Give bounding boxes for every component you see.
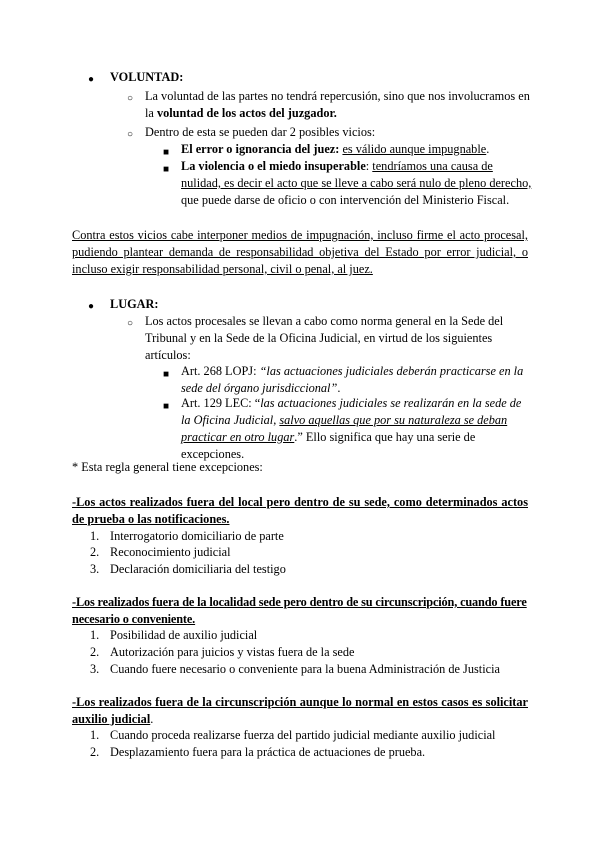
contra-paragraph: Contra estos vicios cabe interponer medios de impugnación, incluso firme el acto procesal, pudiendo plantear demanda de responsabilidad objetiva del Estado por error judicial, o incluso exigir responsabilidad personal, civil o penal, al juez.: [72, 228, 528, 276]
article-268-lopj: Art. 268 LOPJ: “las actuaciones judiciales deberán practicarse en la sede del órgano jurisdiccional”.: [181, 364, 524, 395]
circle-bullet-icon: ○: [127, 93, 134, 104]
square-bullet-icon: ■: [163, 369, 170, 380]
list-item: Interrogatorio domiciliario de parte: [110, 529, 284, 543]
list-item: Autorización para juicios y vistas fuera de la sede: [110, 645, 355, 659]
list-number: 1.: [90, 529, 100, 543]
bullet-icon: ●: [88, 74, 95, 85]
voluntad-title: VOLUNTAD:: [110, 70, 184, 84]
list-number: 2.: [90, 645, 100, 659]
list-item: Posibilidad de auxilio judicial: [110, 628, 258, 642]
square-bullet-icon: ■: [163, 164, 170, 175]
voluntad-item-1: La voluntad de las partes no tendrá repercusión, sino que nos involucramos en la voluntad de los actos del juzgador.: [145, 89, 530, 120]
list-item: Reconocimiento judicial: [110, 545, 231, 559]
voluntad-item-2: Dentro de esta se pueden dar 2 posibles vicios:: [145, 125, 376, 139]
list-item: Desplazamiento fuera para la práctica de actuaciones de prueba.: [110, 745, 426, 759]
list-item: Cuando proceda realizarse fuerza del partido judicial mediante auxilio judicial: [110, 728, 496, 742]
lugar-title: LUGAR:: [110, 297, 159, 311]
list-number: 1.: [90, 628, 100, 642]
square-bullet-icon: ■: [163, 401, 170, 412]
exceptions-note: * Esta regla general tiene excepciones:: [72, 460, 263, 474]
vicio-1: El error o ignorancia del juez: es válido aunque impugnable.: [181, 142, 490, 156]
article-129-lec: Art. 129 LEC: “las actuaciones judiciales se realizarán en la sede de la Oficina Judicial, salvo aquellas que por su naturaleza se deban practicar en otro lugar.” Ello significa que hay una serie de excepciones.: [181, 396, 522, 461]
circle-bullet-icon: ○: [127, 318, 134, 329]
section-3-heading: -Los realizados fuera de la circunscripción aunque lo normal en estos casos es solicitar auxilio judicial.: [72, 695, 528, 726]
section-2-heading: -Los realizados fuera de la localidad sede pero dentro de su circunscripción, cuando fuere necesario o conveniente.: [72, 595, 527, 626]
list-item: Declaración domiciliaria del testigo: [110, 562, 286, 576]
list-number: 2.: [90, 545, 100, 559]
square-bullet-icon: ■: [163, 147, 170, 158]
list-number: 3.: [90, 662, 100, 676]
bullet-icon: ●: [88, 301, 95, 312]
lugar-item-1: Los actos procesales se llevan a cabo como norma general en la Sede del Tribunal y en la Sede de la Oficina Judicial, en virtud de los siguientes artículos:: [145, 314, 504, 362]
section-1-heading: -Los actos realizados fuera del local pero dentro de su sede, como determinados actos de prueba o las notificaciones.: [72, 495, 528, 526]
vicio-2: La violencia o el miedo insuperable: tendríamos una causa de nulidad, es decir el acto que se lleve a cabo será nulo de pleno derecho, que puede darse de oficio o con intervención del Ministerio Fiscal.: [181, 159, 532, 207]
circle-bullet-icon: ○: [127, 129, 134, 140]
list-number: 1.: [90, 728, 100, 742]
list-number: 2.: [90, 745, 100, 759]
list-number: 3.: [90, 562, 100, 576]
list-item: Cuando fuere necesario o conveniente para la buena Administración de Justicia: [110, 662, 500, 676]
